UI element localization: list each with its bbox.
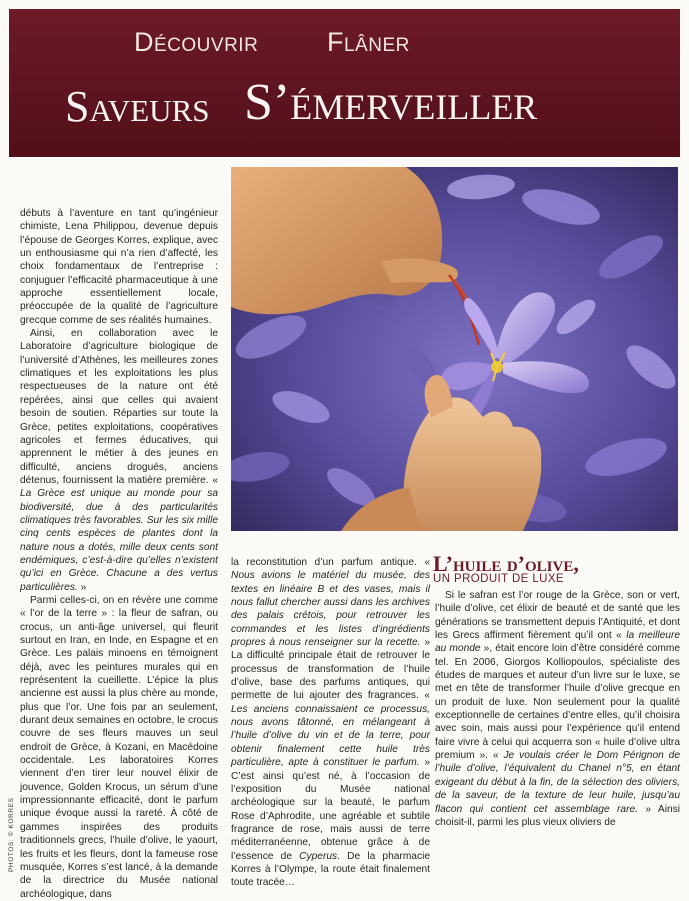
article-column-2 bbox=[231, 556, 430, 890]
section-title-saveurs: Saveurs bbox=[65, 82, 210, 131]
paragraph: Si le safran est l’or rouge de la Grèce, son or vert, l’huile d’olive, cet élixir de beauté et de santé que les générations se transmettent depuis l’Antiquité, et dont les Grecs affirment fièrement qu’il ont « la meilleure au monde », était encore loin d’être considéré comme tel. En 2006, Giorgos Kolliopoulos, spécialiste des études de marques et auteur d’un livre sur le luxe, se met en tête de transformer l’huile d’olive grecque en un produit de luxe. Non seulement pour la qualité exceptionnelle de certaines d’entre elles, qu’il choisira avec soin, mais aussi pour l’expérience qu’il entend faire vivre à celui qui acquerra son « huile d’olive ultra premium ». « Je voulais créer le Dom Pérignon de l’huile d’olive, l’équivalent du Chanel n°5, en étant exigeant du début à la fin, de la sélection des oliviers, de la saveur, de la texture de leur huile, jusqu’au flacon qui contient cet assemblage rare. » Ainsi choisit-il, parmi les plus vieux oliviers de bbox=[435, 590, 681, 828]
olive-oil-subheading: UN PRODUIT DE LUXE bbox=[433, 573, 564, 585]
photo-credit: PHOTOS: © KORRES bbox=[8, 797, 15, 872]
paragraph: débuts à l’aventure en tant qu’ingénieur chimiste, Lena Philippou, devenue depuis l’épouse de Georges Korres, explique, avec un enthousiasme qui n’a rien d’affecté, les choix fondamentaux de l’entreprise : conjuguer l’efficacité pharmaceutique à une approche essentiellement locale, préoccupée de la qualité de l’agriculture grecque comme de ses réalités humaines. bbox=[20, 208, 218, 326]
section-label-decouvrir: Découvrir bbox=[134, 27, 259, 57]
section-label-flaner: Flâner bbox=[327, 27, 410, 57]
section-title-emerveiller: S’émerveiller bbox=[244, 74, 538, 131]
paragraph: Ainsi, en collaboration avec le Laboratoire d’agriculture biologique de l’université d’Athènes, les meilleures zones climatiques et les exploitations les plus respectueuses de la nature ont été repérées, ainsi que celles qui avaient besoin de soutien. Réparties sur toute la Grèce, petites exploitations, coopératives agricoles et fermes éducatives, qui apprennent le métier à des jeunes en difficulté, anciens drogués, anciens détenus, fournissent la matière première. « La Grèce est unique au monde pour sa biodiversité, due à des particularités climatiques très favorables. Sur les six mille cinq cents espèces de plantes dont la nature nous a dotés, mille deux cents sont endémiques, c’est-à-dire qu’elles n’existent qu’ici en Grèce. Chacune a des vertus particulières. » bbox=[20, 328, 218, 593]
olive-oil-heading: L’huile d’olive, bbox=[433, 551, 579, 576]
photo-illustration bbox=[231, 167, 678, 531]
article-column-3 bbox=[435, 589, 680, 829]
paragraph: Parmi celles-ci, on en révère une comme « l’or de la terre » : la fleur de safran, ou crocus, un anti-âge universel, qui fleurit surtout en Iran, en Inde, en Espagne et en Grèce. Les palais minoens en témoignent déjà, avec les peintures murales qui en représentent la cueillette. L’épice la plus ancienne est aussi la plus chère au monde, plus que l’or. Une fois par an seulement, durant deux semaines en octobre, le crocus couvre de ses fleurs mauves un seul endroit de Grèce, à Kozani, en Macédoine occidentale. Les laboratoires Korres viennent d’en tirer leur nouvel élixir de jouvence, Golden Krocus, un sérum d’une impressionnante efficacité, dont le parfum unique évoque aussi la rareté. À côté de gammes inspirées des produits traditionnels grecs, l’huile d’olive, le yaourt, les fruits et les fleurs, dont la fameuse rose musquée, Korres s’est lancé, à la demande de la directrice du Musée national archéologique, dans bbox=[20, 594, 218, 900]
article-column-1 bbox=[20, 207, 218, 901]
paragraph: la reconstitution d’un parfum antique. « Nous avions le matériel du musée, des textes en linéaire B et des vases, mais il nous fallut chercher aussi dans les archives des palais crétois, pour retrouver les commandes et les listes d’ingrédients propres à nous renseigner sur la recette. » La difficulté principale était de retrouver le processus de transformation de l’huile d’olive, base des parfums antiques, qui permette de lui ajouter des fragrances. « Les anciens connaissaient ce processus, nous avons tâtonné, en mélangeant à l’huile d’olive du vin et de la terre, pour obtenir finalement cette huile très particulière, apte à constituer le parfum. » C’est ainsi qu’est né, à l’occasion de l’exposition du Musée national archéologique sur la beauté, le parfum Rose d’Aphrodite, une agréable et subtile fragrance de rose, mais aussi de terre méditerranéenne, obtenue grâce à de l’essence de Cyperus. De la pharmacie Korres à l’Olympe, la route était finalement toute tracée… bbox=[231, 557, 430, 889]
header-banner bbox=[9, 9, 680, 157]
upper-hand bbox=[231, 167, 442, 314]
saffron-crocus-photo bbox=[231, 167, 678, 531]
